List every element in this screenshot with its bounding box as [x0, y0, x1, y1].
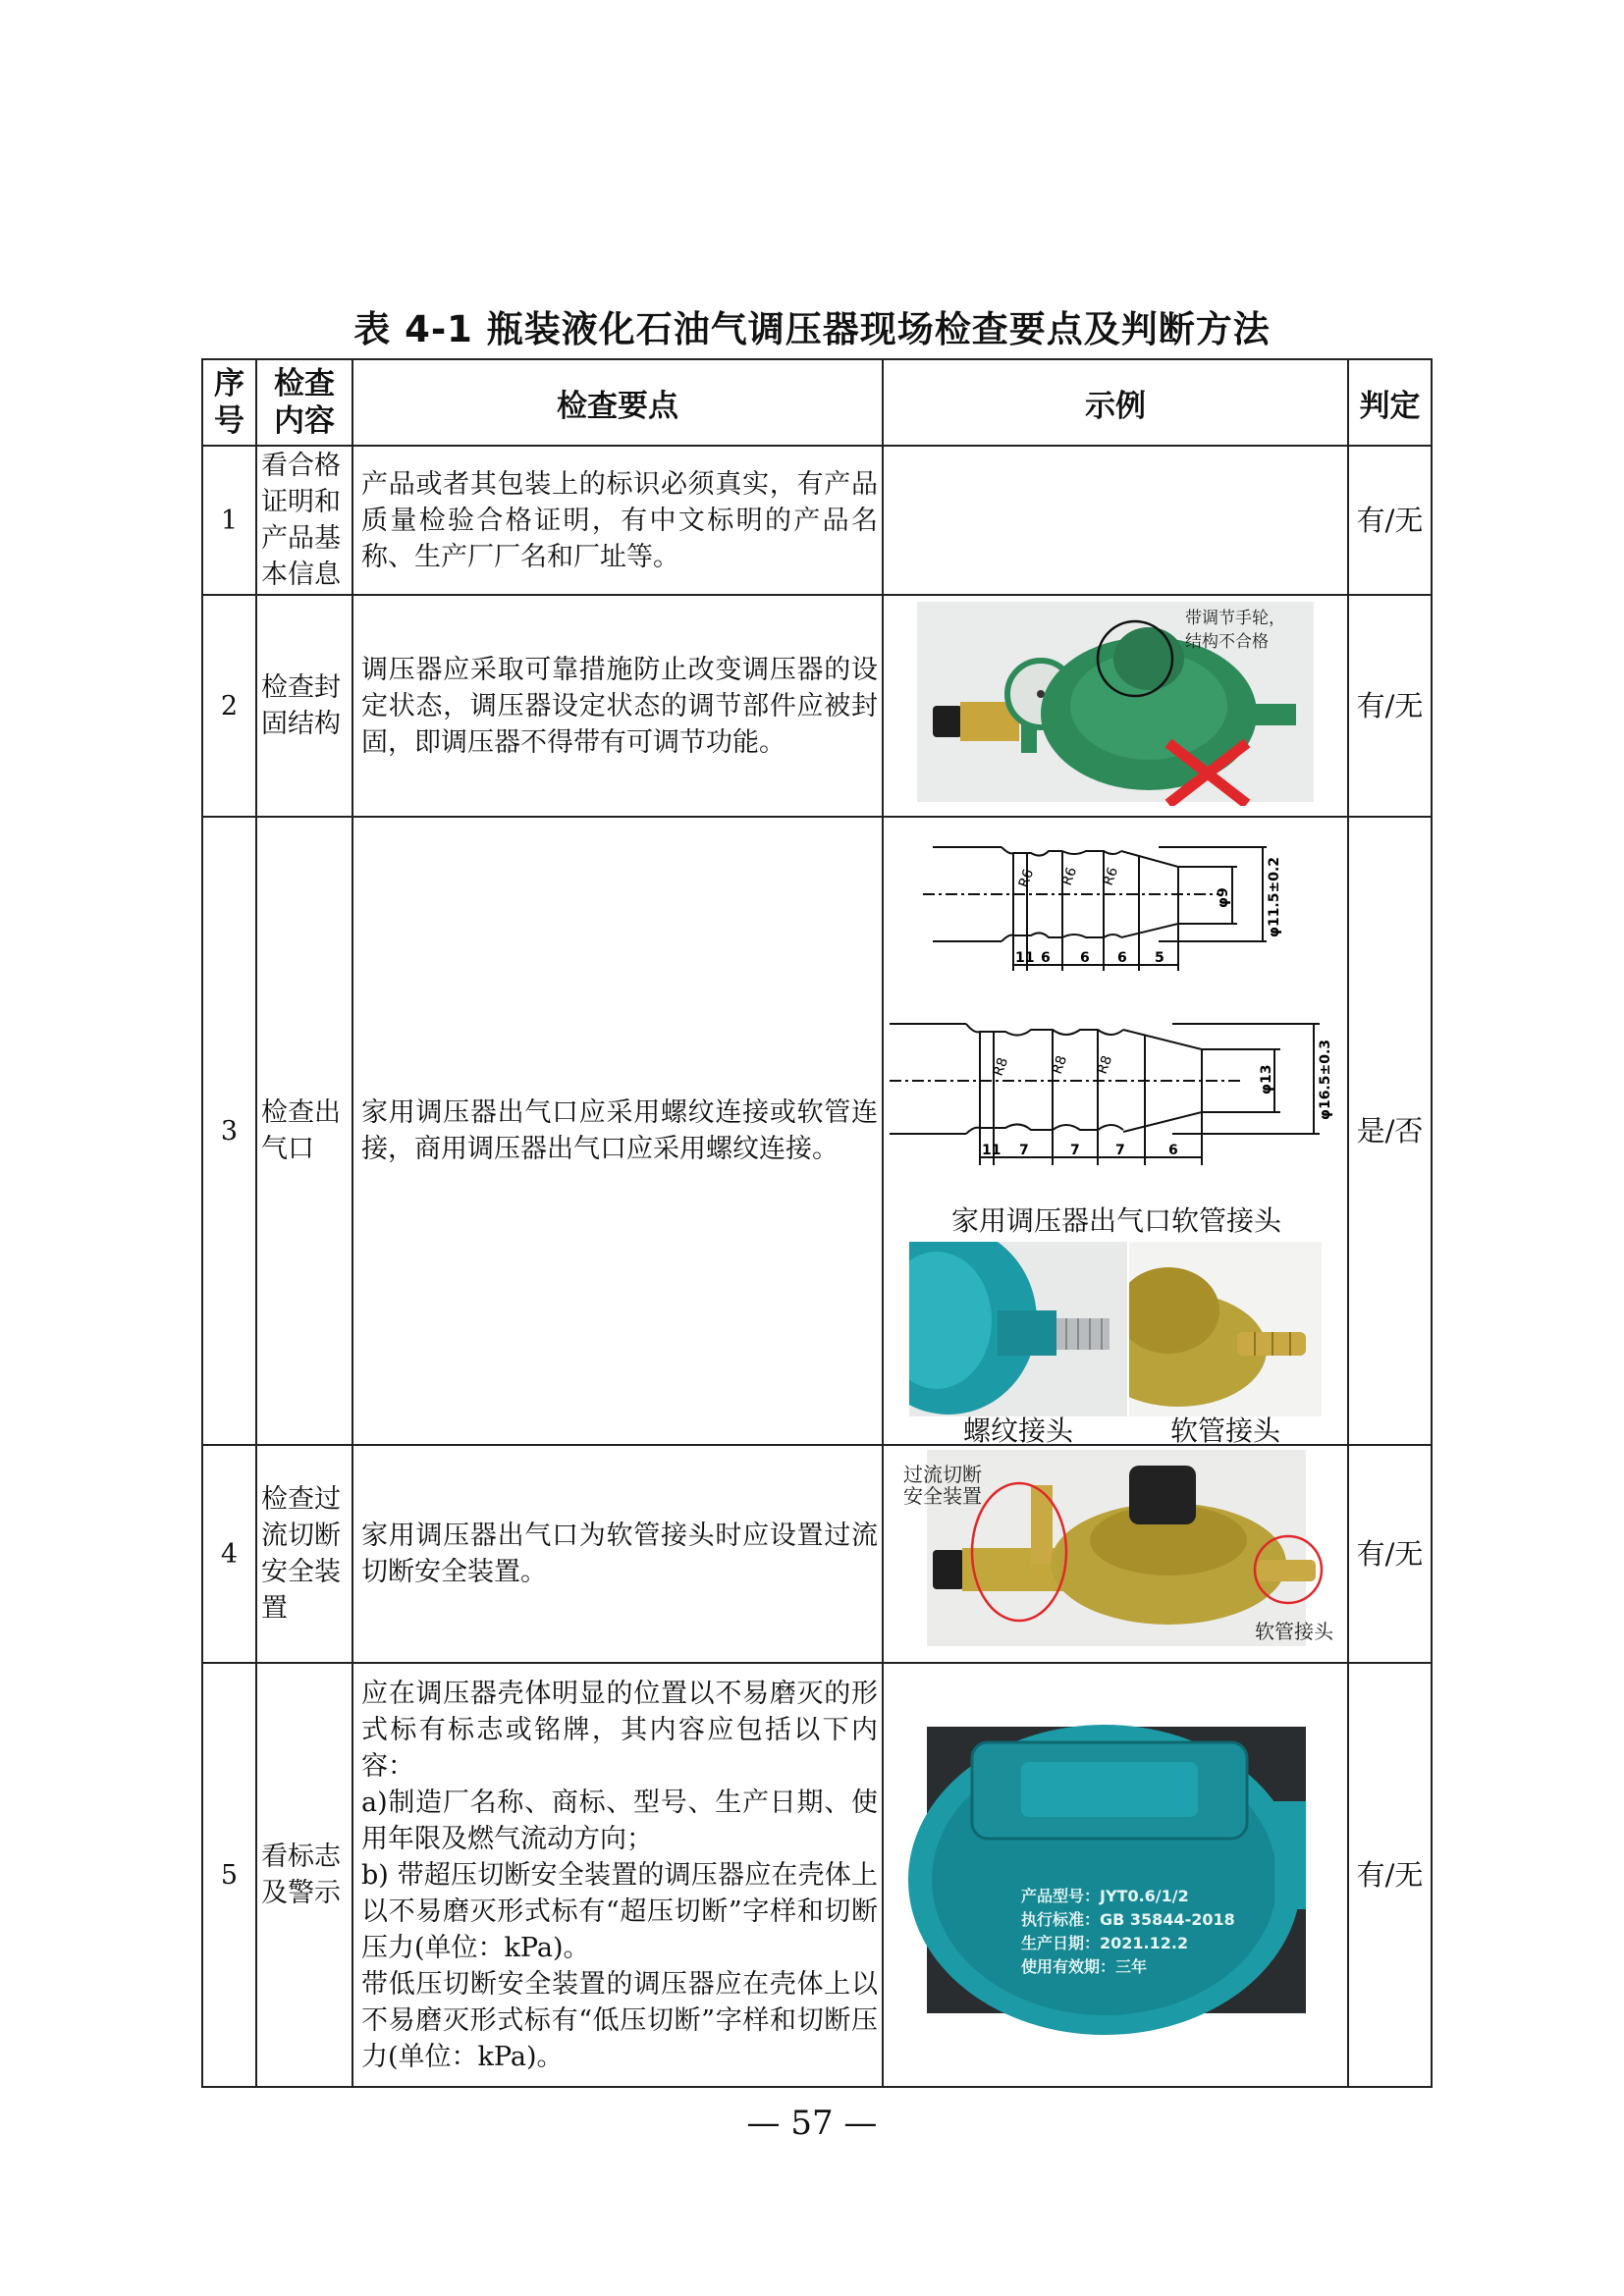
- label-hose-connector: 软管接头: [1255, 1620, 1333, 1643]
- row-judge: 有/无: [1348, 1445, 1432, 1663]
- row-item: 看标志及警示: [256, 1663, 352, 2087]
- svg-text:φ11.5±0.2: φ11.5±0.2: [1267, 856, 1282, 937]
- svg-text:7: 7: [1019, 1143, 1029, 1158]
- svg-text:5: 5: [1155, 950, 1164, 966]
- example-note-line2: 结构不合格: [1185, 632, 1269, 652]
- svg-text:R6: R6: [1015, 867, 1038, 890]
- row-item: 检查封固结构: [256, 595, 352, 817]
- row-example: [883, 817, 1348, 1445]
- caption-threaded: 螺纹接头: [962, 1415, 1073, 1447]
- svg-text:7: 7: [1070, 1143, 1080, 1158]
- page-number: — 57 —: [746, 2104, 878, 2143]
- svg-text:φ13: φ13: [1259, 1064, 1274, 1095]
- table-title: 表 4-1 瓶装液化石油气调压器现场检查要点及判断方法: [353, 308, 1271, 350]
- row-example: [883, 1445, 1348, 1663]
- example-note-line1: 带调节手轮，: [1185, 609, 1285, 628]
- row-point: 家用调压器出气口应采用螺纹连接或软管连接，商用调压器出气口应采用螺纹连接。: [352, 817, 883, 1445]
- svg-text:φ9: φ9: [1216, 887, 1231, 908]
- svg-text:R8: R8: [1094, 1053, 1116, 1077]
- table-row: [202, 446, 1432, 595]
- label-excess-flow-line2: 安全装置: [903, 1484, 982, 1508]
- row-point: 产品或者其包装上的标识必须真实，有产品质量检验合格证明，有中文标明的产品名称、生产厂厂名和厂址等。: [352, 446, 883, 595]
- svg-text:R8: R8: [1049, 1053, 1071, 1077]
- row-example: [883, 595, 1348, 817]
- row-seq: 3: [202, 817, 256, 1445]
- row-judge: 是/否: [1348, 817, 1432, 1445]
- svg-text:11: 11: [1015, 950, 1035, 966]
- header-judge: 判定: [1348, 359, 1432, 446]
- threaded-connector-photo: [909, 1242, 1127, 1416]
- row-judge: 有/无: [1348, 446, 1432, 595]
- svg-text:6: 6: [1117, 950, 1127, 966]
- svg-text:11: 11: [982, 1143, 1001, 1158]
- svg-text:φ16.5±0.3: φ16.5±0.3: [1318, 1039, 1333, 1120]
- row-seq: 2: [202, 595, 256, 817]
- inspection-table: [201, 358, 1433, 2088]
- row-point: 应在调压器壳体明显的位置以不易磨灭的形式标有标志或铭牌，其内容应包括以下内容： a)制造厂名称、商标、型号、生产日期、使用年限及燃气流动方向； b) 带超压切断安全装置的调压器应在壳体上以不易磨灭形式标有“超压切断”字样和切断压力(单位：kPa)。 带低压切断安全装置的调压器应在壳体上以不易磨灭形式标有“低压切断”字样和切断压力(单位：kPa)。: [352, 1663, 883, 2087]
- table-header-row: [202, 359, 1432, 446]
- row-item: 检查过流切断安全装置: [256, 1445, 352, 1663]
- svg-text:7: 7: [1115, 1143, 1125, 1158]
- header-seq: 序 号: [202, 359, 256, 446]
- excess-flow-regulator-photo: [884, 1446, 1349, 1652]
- nameplate-model: 产品型号：JYT0.6/1/2: [1021, 1887, 1189, 1905]
- table-row: [202, 595, 1432, 817]
- svg-text:6: 6: [1080, 950, 1090, 966]
- row-example: [883, 1663, 1348, 2087]
- row-example-empty: [883, 446, 1348, 595]
- row-item: 检查出气口: [256, 817, 352, 1445]
- row-point: 家用调压器出气口为软管接头时应设置过流切断安全装置。: [352, 1445, 883, 1663]
- nameplate-standard: 执行标准：GB 35844-2018: [1021, 1910, 1235, 1929]
- table-row: [202, 817, 1432, 1445]
- nameplate-validity: 使用有效期：三年: [1021, 1957, 1148, 1976]
- row-seq: 4: [202, 1445, 256, 1663]
- nameplate-date: 生产日期：2021.12.2: [1021, 1934, 1189, 1952]
- row-seq: 1: [202, 446, 256, 595]
- row-item: 看合格证明和产品基本信息: [256, 446, 352, 595]
- svg-text:R8: R8: [990, 1055, 1012, 1079]
- hose-fitting-drawing-large: [888, 1010, 1345, 1197]
- regulator-adjustable-photo: [884, 596, 1349, 806]
- table-row: [202, 1445, 1432, 1663]
- row-point: 调压器应采取可靠措施防止改变调压器的设定状态，调压器设定状态的调节部件应被封固，即调压器不得带有可调节功能。: [352, 595, 883, 817]
- caption-hose-fitting: 家用调压器出气口软管接头: [950, 1204, 1281, 1237]
- caption-hose: 软管接头: [1169, 1415, 1280, 1447]
- svg-text:6: 6: [1168, 1143, 1178, 1158]
- table-row: [202, 1663, 1432, 2087]
- svg-text:R6: R6: [1100, 865, 1122, 888]
- header-item: 检查 内容: [256, 359, 352, 446]
- header-example: 示例: [883, 359, 1348, 446]
- row-judge: 有/无: [1348, 595, 1432, 817]
- label-excess-flow-line1: 过流切断: [903, 1463, 982, 1486]
- row-judge: 有/无: [1348, 1663, 1432, 2087]
- hose-fitting-drawing-small: [893, 833, 1326, 1000]
- header-point: 检查要点: [352, 359, 883, 446]
- svg-text:R6: R6: [1058, 865, 1081, 888]
- nameplate-photo: [884, 1664, 1349, 2076]
- row-seq: 5: [202, 1663, 256, 2087]
- svg-text:6: 6: [1041, 950, 1051, 966]
- hose-connector-photo: [1129, 1242, 1322, 1416]
